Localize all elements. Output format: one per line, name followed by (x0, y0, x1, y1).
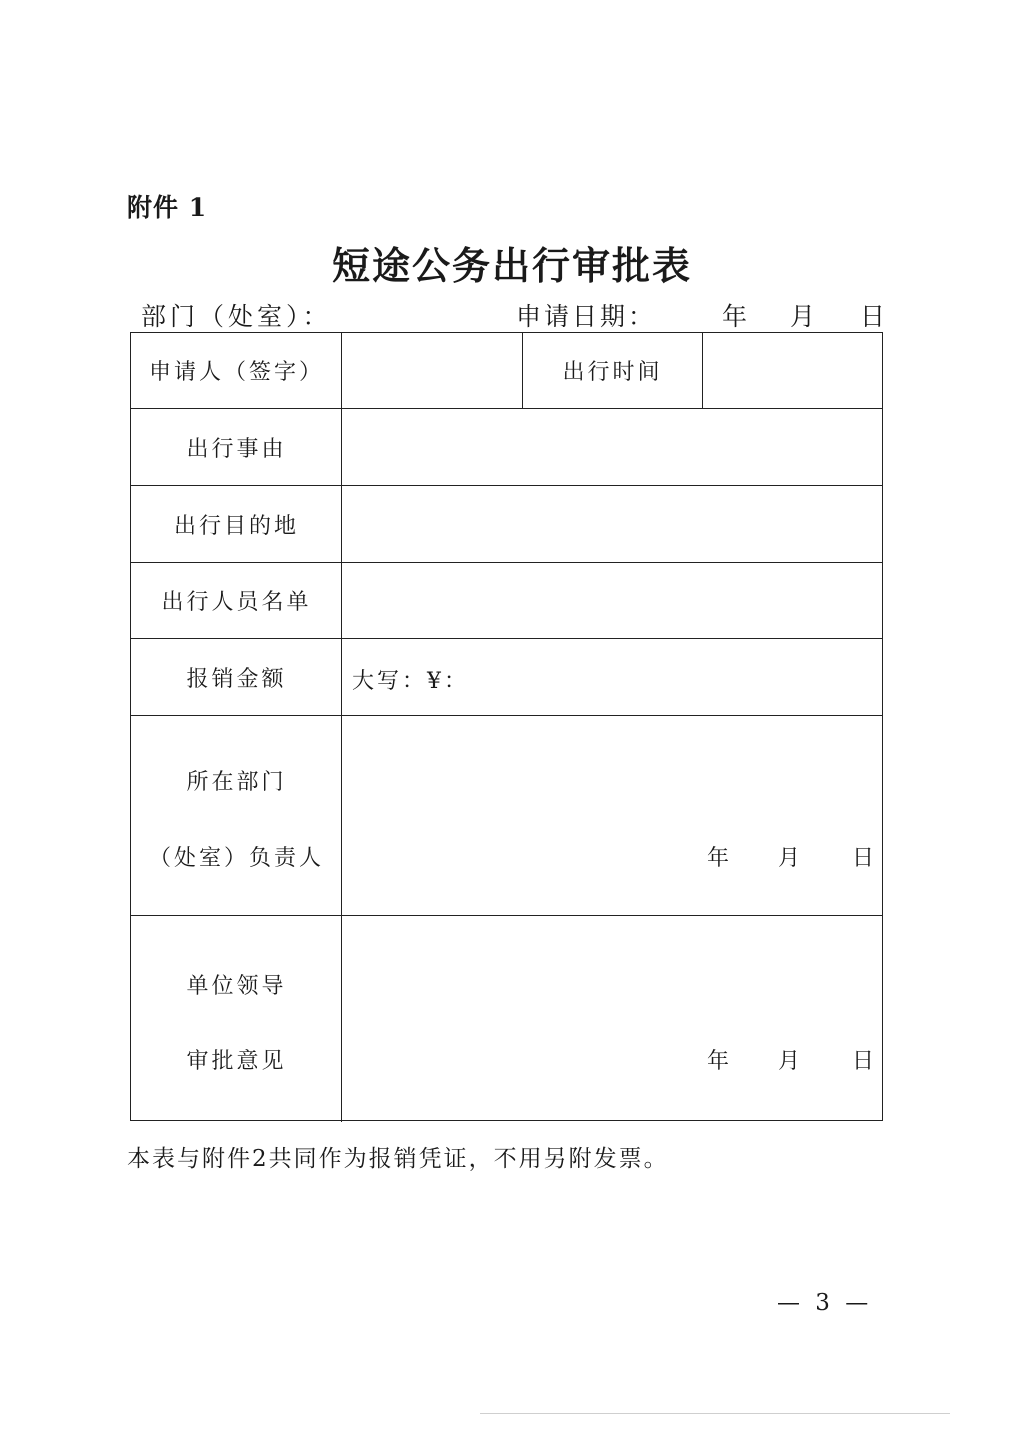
personnel-cell[interactable] (343, 563, 883, 638)
apply-date-day: 日 (860, 302, 886, 331)
amount-currency-prefix: ¥： (427, 669, 469, 694)
applicant-label: 申请人（签字） (148, 360, 324, 385)
personnel-label: 出行人员名单 (161, 590, 312, 615)
leader-year: 年 (707, 1049, 733, 1074)
dept-head-month: 月 (778, 846, 804, 871)
approval-form-table (130, 332, 883, 1121)
leader-opinion-cell[interactable] (343, 916, 883, 1120)
leader-day: 日 (852, 1049, 878, 1074)
amount-uppercase-prefix: 大写： (352, 669, 428, 694)
leader-label-line2: 审批意见 (186, 1049, 287, 1074)
leader-label-line1: 单位领导 (186, 974, 287, 999)
travel-time-cell[interactable] (704, 333, 884, 408)
purpose-label: 出行事由 (186, 436, 287, 462)
bottom-rule (480, 1413, 950, 1414)
apply-date-label: 申请日期： (516, 302, 657, 331)
applicant-signature-cell[interactable] (343, 333, 521, 408)
destination-cell[interactable] (343, 486, 883, 562)
purpose-cell[interactable] (343, 409, 883, 485)
travel-time-label: 出行时间 (562, 360, 663, 385)
destination-label: 出行目的地 (173, 513, 299, 539)
amount-label: 报销金额 (186, 666, 287, 692)
page-number: — 3 — (777, 1290, 873, 1316)
leader-month: 月 (778, 1049, 804, 1074)
attachment-label: 附件 1 (127, 193, 208, 222)
dept-head-label-line2: （处室）负责人 (148, 846, 324, 871)
dept-head-year: 年 (707, 846, 733, 871)
footnote: 本表与附件2共同作为报销凭证，不用另附发票。 (127, 1146, 669, 1172)
department-label: 部门（处室）： (141, 302, 332, 331)
dept-head-opinion-cell[interactable] (343, 716, 883, 915)
document-title: 短途公务出行审批表 (331, 243, 692, 288)
apply-date-year: 年 (722, 302, 748, 331)
first-row-divider (702, 333, 703, 408)
dept-head-day: 日 (852, 846, 878, 871)
apply-date-month: 月 (790, 302, 816, 331)
dept-head-label-line1: 所在部门 (186, 770, 287, 795)
